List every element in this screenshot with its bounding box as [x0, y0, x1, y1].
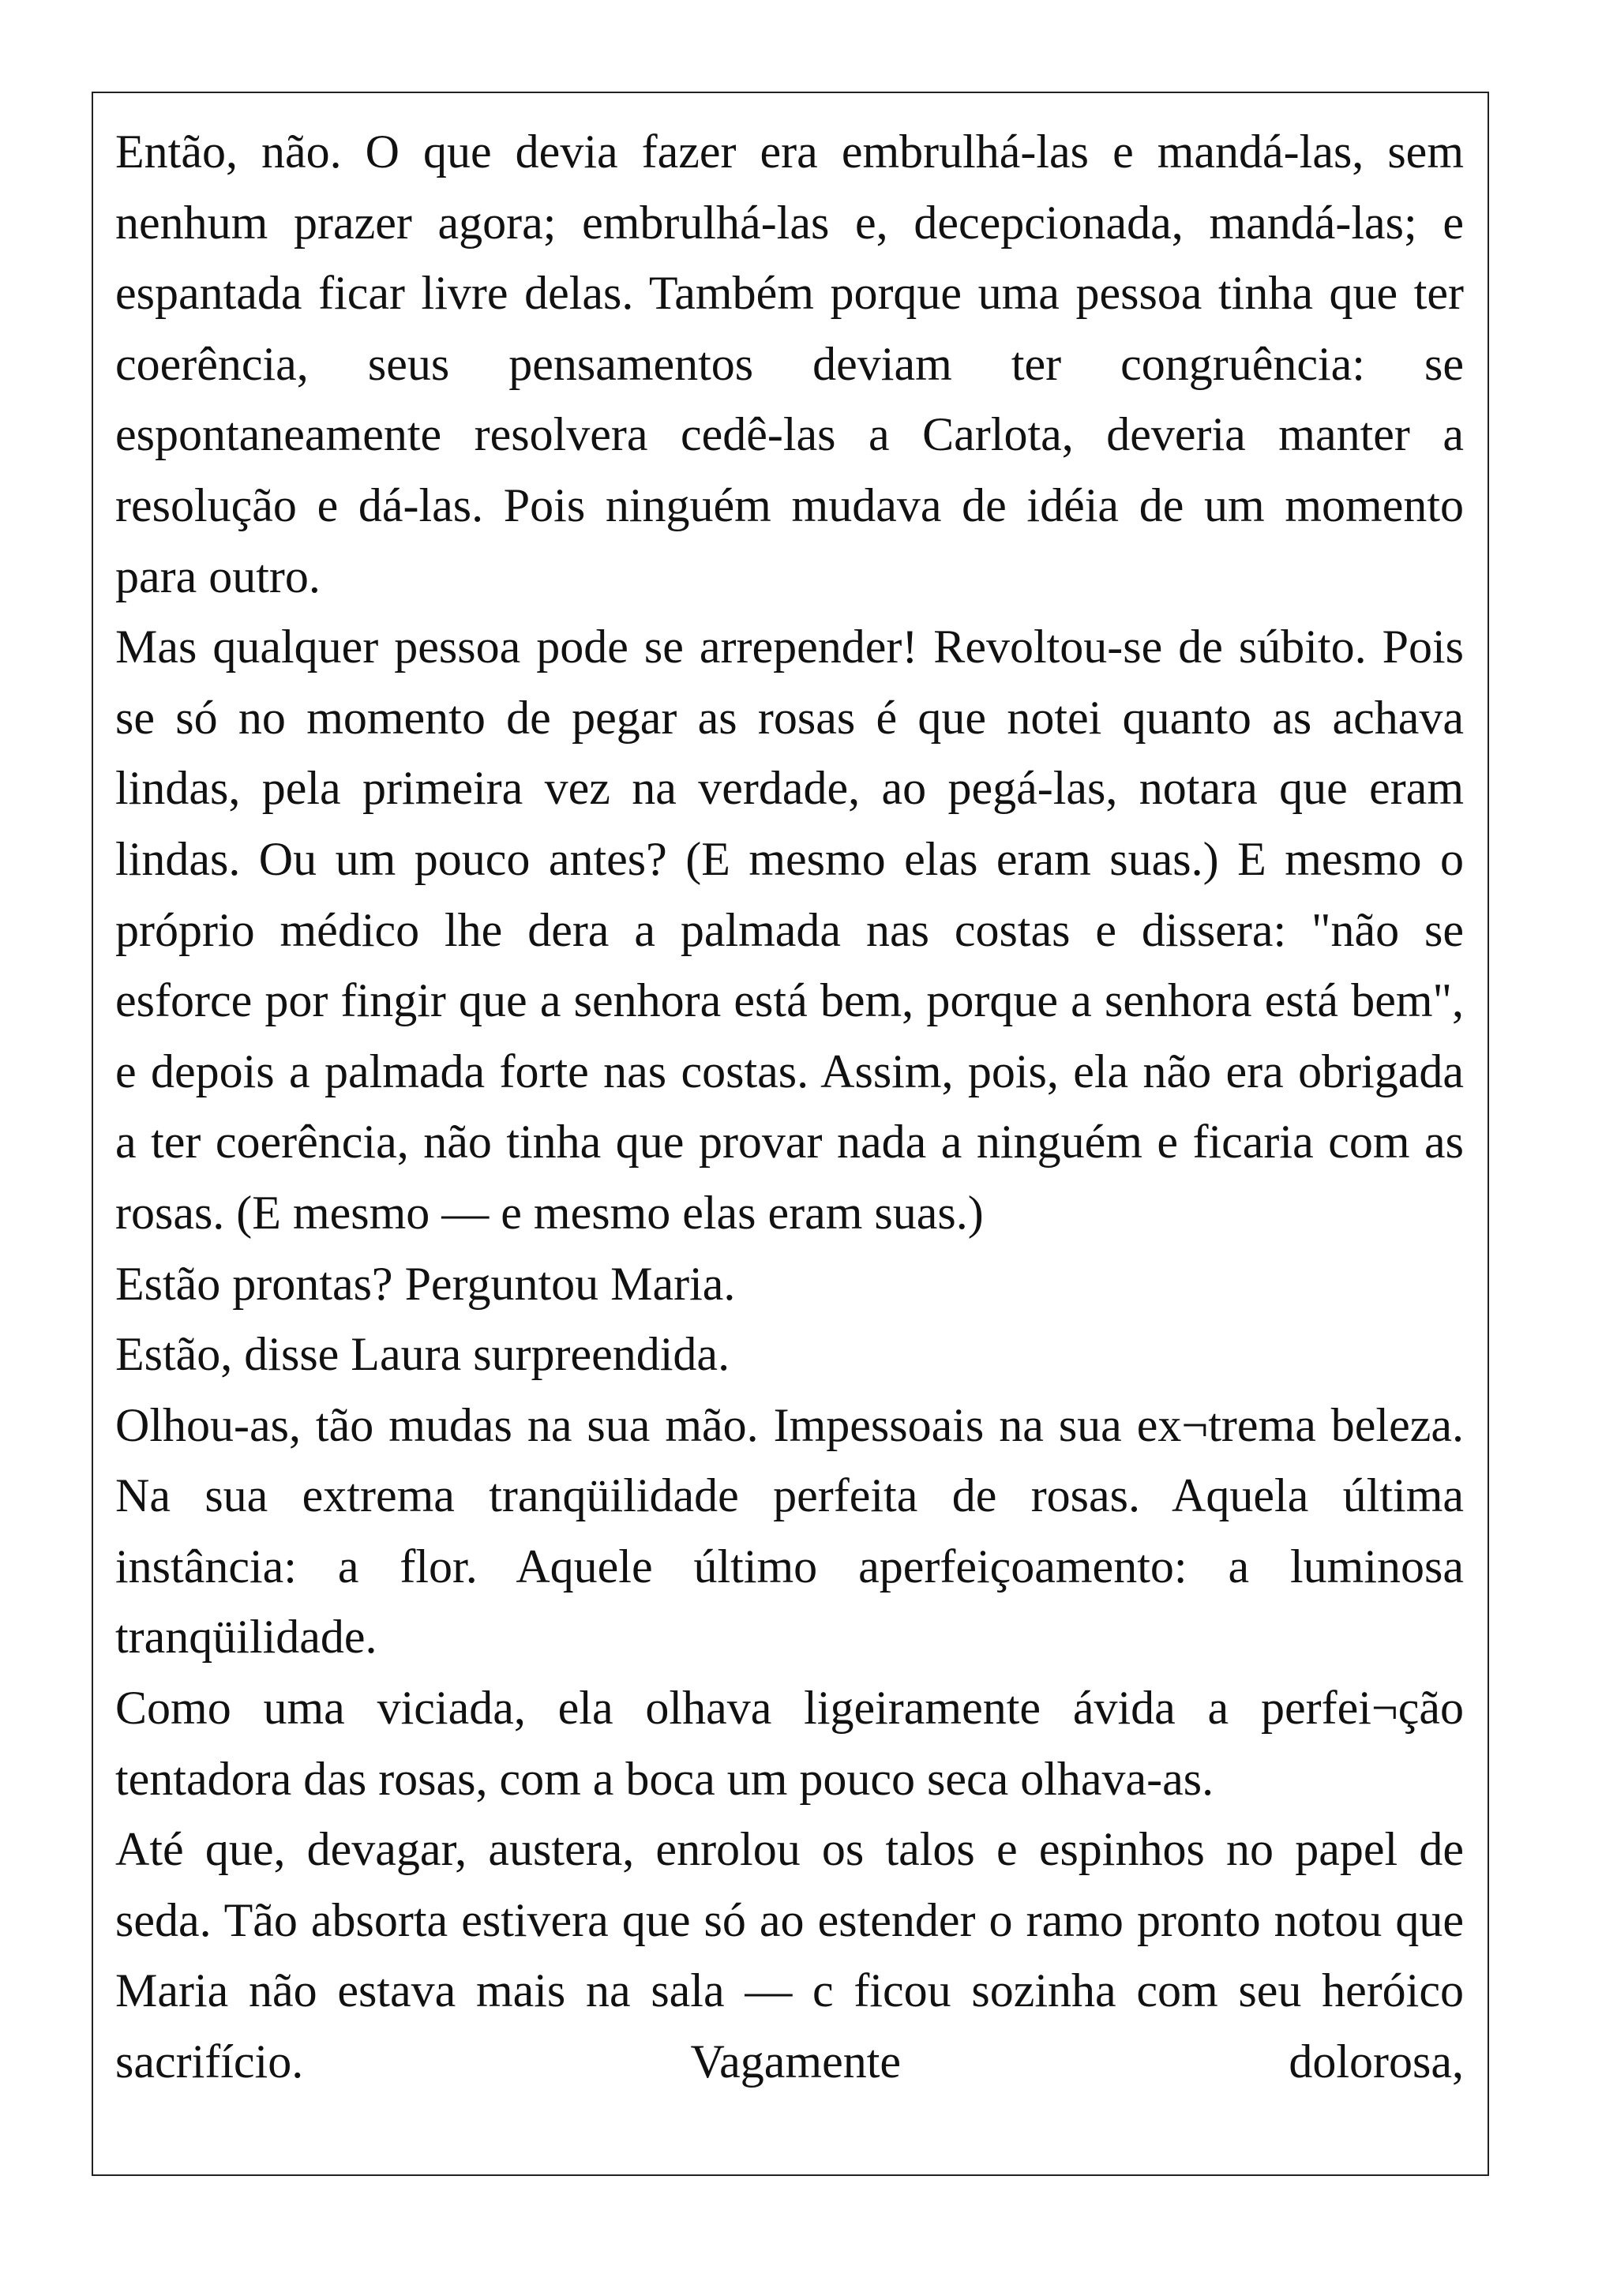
paragraph-7: Até que, devagar, austera, enrolou os talos e espinhos no papel de seda. Tão absorta estivera que só ao estender o ramo pronto notou que Maria não estava mais na sala — c ficou sozinha com seu heróico sacrifício. Vagamente dolorosa,	[115, 1823, 1464, 2088]
paragraph-1: Então, não. O que devia fazer era embrulhá-las e mandá-las, sem nenhum prazer agora; embrulhá-las e, decepcionada, mandá-las; e espantada ficar livre delas. Também porque uma pessoa tinha que ter coerência, seus pensamentos deviam ter congruência: se espontaneamente resolvera cedê-las a Carlota, deveria manter a resolução e dá-las. Pois ninguém mudava de idéia de um momento para outro.	[115, 126, 1464, 602]
paragraph-4: Estão, disse Laura surpreendida.	[115, 1328, 730, 1381]
page-frame	[92, 92, 1489, 2176]
document-body	[115, 117, 1464, 2098]
paragraph-6: Como uma viciada, ela olhava ligeiramente ávida a perfei¬ção tentadora das rosas, com a boca um pouco seca olhava-as.	[115, 1682, 1464, 1805]
paragraph-3: Estão prontas? Perguntou Maria.	[115, 1257, 736, 1310]
paragraph-2: Mas qualquer pessoa pode se arrepender! Revoltou-se de súbito. Pois se só no momento de pegar as rosas é que notei quanto as achava lindas, pela primeira vez na verdade, ao pegá-las, notara que eram lindas. Ou um pouco antes? (E mesmo elas eram suas.) E mesmo o próprio médico lhe dera a palmada nas costas e dissera: "não se esforce por fingir que a senhora está bem, porque a senhora está bem", e depois a palmada forte nas costas. Assim, pois, ela não era obrigada a ter coerência, não tinha que provar nada a ninguém e ficaria com as rosas. (E mesmo — e mesmo elas eram suas.)	[115, 621, 1464, 1239]
paragraph-5: Olhou-as, tão mudas na sua mão. Impessoais na sua ex¬trema beleza. Na sua extrema tranqüilidade perfeita de rosas. Aquela última instância: a flor. Aquele último aperfeiçoamento: a luminosa tranqüilidade.	[115, 1398, 1464, 1664]
